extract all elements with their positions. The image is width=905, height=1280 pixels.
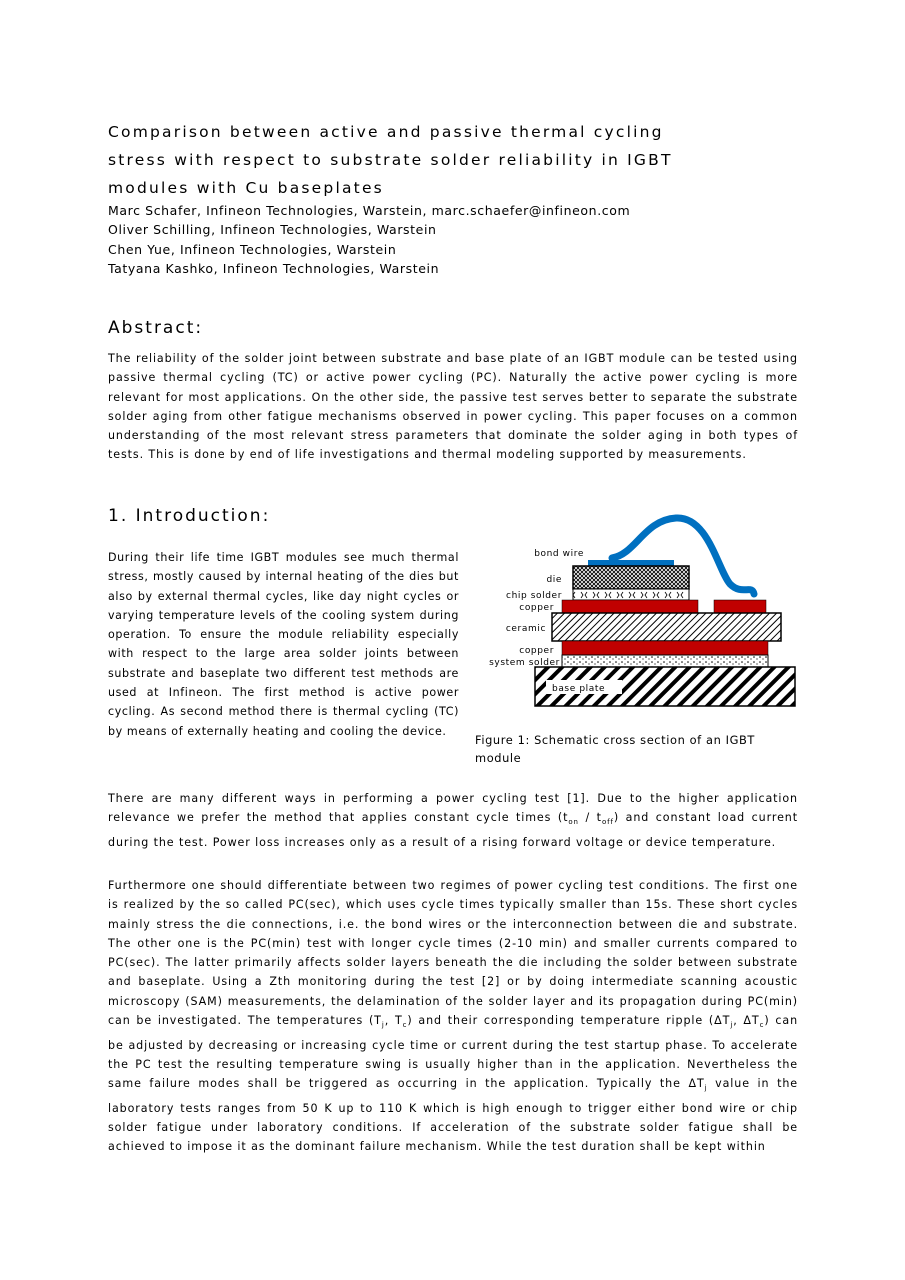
abstract-text: The reliability of the solder joint between substrate and base plate of an IGBT module can be tested using passive thermal cycling (TC) or active power cycling (PC). Naturally the active power cycling is more relevant for most applications. On the other side, the passive test serves better to separate the substrate solder aging from other fatigue mechanisms observed in power cycling. This paper focuses on a common understanding of the most relevant stress parameters that dominate the solder aging in both types of tests. This is done by end of life investigations and thermal modeling supported by measurements. (108, 352, 798, 462)
abstract-heading: Abstract: (108, 318, 204, 338)
intro-paragraph-1: During their life time IGBT modules see much thermal stress, mostly caused by internal heating of the dies but also by external thermal cycles, like day night cycles or varying temperature levels of the cooling system during operation. To ensure the module reliability especially with respect to the large area solder joints between substrate and baseplate two different test methods are used at Infineon. The first method is active power cycling. As second method there is thermal cycling (TC) by means of externally heating and cooling the device. (108, 551, 459, 738)
copper-top-right (714, 600, 766, 613)
author-2: Oliver Schilling, Infineon Technologies, Warstein (108, 222, 437, 238)
ceramic-layer (552, 613, 781, 641)
author-3: Chen Yue, Infineon Technologies, Warstein (108, 241, 397, 257)
system-solder-layer (562, 655, 768, 667)
chip-solder-layer (573, 589, 689, 600)
intro-paragraph-3: Furthermore one should differentiate between two regimes of power cycling test conditions. The first one is realized by the so called PC(sec), which uses cycle times typically smaller than 15s. These short cycles mainly stress the die connections, i.e. the bond wires or the interconnection between die and substrate. The other one is the PC(min) test with longer cycle times (2-10 min) and smaller currents compared to PC(sec). The latter primarily affects solder layers beneath the die including the solder between substrate and baseplate. Using a Zth monitoring during the test [2] or by doing intermediate scanning acoustic microscopy (SAM) measurements, the delamination of the solder layer and its propagation during PC(min) can be investigated. The temperatures ($T_j$, $T_c$) and their corresponding temperature ripple ($\Delta T_j$, $\Delta T_c$) can be adjusted by decreasing or increasing cycle time or current during the test startup phase. To accelerate the PC test the resulting temperature swing is usually higher than in the application. Nevertheless the same failure modes shall be triggered as occurring in the application. Typically the $\Delta T_j$ value in the laboratory tests ranges from 50 K up to 110 K which is high enough to trigger either bond wire or chip solder fatigue under laboratory conditions. If acceleration of the substrate solder fatigue shall be achieved to impose it as the dominant failure mechanism. While the test duration shall be kept within (108, 879, 799, 1154)
introduction-heading: 1. Introduction: (108, 506, 271, 526)
die-layer (573, 566, 689, 589)
label-base-plate: base plate (552, 684, 606, 694)
copper-bottom (562, 641, 768, 655)
title-line-2: stress with respect to substrate solder reliability in IGBT (108, 151, 673, 170)
igbt-schematic (476, 510, 806, 720)
label-system-solder: system solder (489, 658, 560, 668)
intro-paragraph-2: There are many different ways in performing a power cycling test [1]. Due to the higher application relevance we prefer the method that applies constant cycle times $(t_{on} / t_{off})$ and constant load current during the test. Power loss increases only as a result of a rising forward voltage or device temperature. (108, 792, 798, 849)
author-4: Tatyana Kashko, Infineon Technologies, Warstein (108, 261, 440, 277)
label-copper-bottom: copper (519, 646, 554, 656)
bond-wire-pad (588, 560, 674, 566)
label-chip-solder: chip solder (506, 591, 562, 601)
label-copper-top: copper (519, 603, 554, 613)
paper-title (108, 118, 798, 202)
author-1: Marc Schafer, Infineon Technologies, Warstein, marc.schaefer@infineon.com (108, 203, 631, 218)
label-die: die (546, 575, 562, 585)
label-ceramic: ceramic (505, 624, 546, 634)
title-line-1: Comparison between active and passive thermal cycling (108, 123, 664, 142)
author-list (108, 201, 630, 279)
figure-caption: Figure 1: Schematic cross section of an IGBT module (475, 733, 755, 765)
copper-top-left (562, 600, 698, 613)
title-line-3: modules with Cu baseplates (108, 179, 384, 198)
label-bond-wire: bond wire (534, 549, 584, 559)
